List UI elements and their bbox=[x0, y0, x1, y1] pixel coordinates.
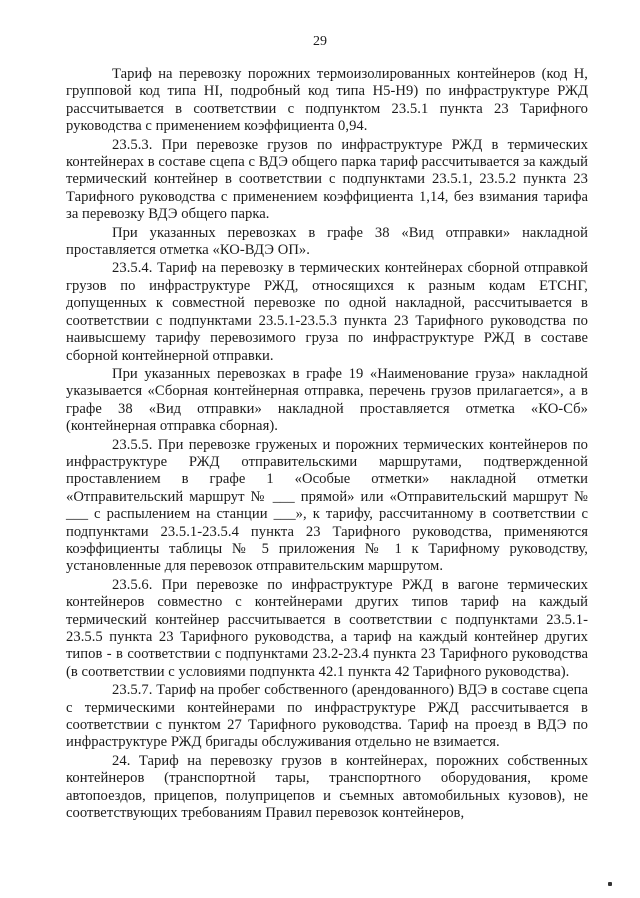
scan-artifact bbox=[608, 882, 612, 886]
paragraph-23-5-3: 23.5.3. При перевозке грузов по инфраструктуре РЖД в термических контейнерах в составе сцепа с ВДЭ общего парка тариф рассчитывается за каждый термический контейнер в соответствии с подпунктами 23.5.1, 23.5.2 пункта 23 Тарифного руководства с применением коэффициента 1,14, без взимания тарифа за перевозку ВДЭ общего парка. bbox=[66, 136, 588, 223]
paragraph-mark-ko-sb: При указанных перевозках в графе 19 «Наименование груза» накладной указывается «Сборная контейнерная отправка, перечень грузов прилагается», а в графе 38 «Вид отправки» накладной проставляется отметка «КО-Сб» (контейнерная отправка сборная). bbox=[66, 365, 588, 435]
paragraph-23-5-5: 23.5.5. При перевозке груженых и порожних термических контейнеров по инфраструктуре РЖД отправительскими маршрутами, подтвержденной проставлением в графе 1 «Особые отметки» накладной отметки «Отправительский маршрут № ___ прямой» или «Отправительский маршрут № ___ с распылением на станции ___», к тарифу, рассчитанному в соответствии с подпунктами 23.5.1-23.5.4 пункта 23 Тарифного руководства, применяются коэффициенты таблицы № 5 приложения № 1 к Тарифному руководству, установленные для перевозок отправительским маршрутом. bbox=[66, 436, 588, 575]
paragraph-23-5-4: 23.5.4. Тариф на перевозку в термических контейнерах сборной отправкой грузов по инфраструктуре РЖД, относящихся к разным кодам ЕТСНГ, допущенных к совместной перевозке по одной накладной, рассчитывается в соответствии с подпунктами 23.5.1-23.5.3 пункта 23 Тарифного руководства по наивысшему тарифу перевозимого груза по инфраструктуре РЖД в составе сборной контейнерной отправки. bbox=[66, 260, 588, 364]
document-body bbox=[66, 66, 588, 822]
paragraph-mark-ko-vde: При указанных перевозках в графе 38 «Вид отправки» накладной проставляется отметка «КО-ВДЭ ОП». bbox=[66, 224, 588, 259]
paragraph-24: 24. Тариф на перевозку грузов в контейнерах, порожних собственных контейнеров (транспортной тары, транспортного оборудования, кроме автопоездов, прицепов, полуприцепов и съемных автомобильных кузовов), не соответствующих требованиям Правил перевозок контейнеров, bbox=[66, 752, 588, 822]
paragraph-23-5-7: 23.5.7. Тариф на пробег собственного (арендованного) ВДЭ в составе сцепа с термическими контейнерами по инфраструктуре РЖД рассчитывается в соответствии с пунктом 27 Тарифного руководства. Тариф на проезд в ВДЭ по инфраструктуре РЖД бригады обслуживания отдельно не взимается. bbox=[66, 682, 588, 751]
paragraph-23-5-6: 23.5.6. При перевозке по инфраструктуре РЖД в вагоне термических контейнеров совместно с контейнерами других типов тариф на каждый термический контейнер рассчитывается в соответствии с подпунктами 23.5.1-23.5.5 пункта 23 Тарифного руководства, а тариф на каждый контейнер других типов - в соответствии с подпунктами 23.2-23.4 пункта 23 Тарифного руководства (в соответствии с условиями подпункта 42.1 пункта 42 Тарифного руководства). bbox=[66, 576, 588, 680]
paragraph-thermo-empty-containers: Тариф на перевозку порожних термоизолированных контейнеров (код Н, групповой код типа НI, подробный код типа Н5-Н9) по инфраструктуре РЖД рассчитывается в соответствии с подпунктом 23.5.1 пункта 23 Тарифного руководства с применением коэффициента 0,94. bbox=[66, 66, 588, 135]
page-number: 29 bbox=[313, 34, 327, 49]
